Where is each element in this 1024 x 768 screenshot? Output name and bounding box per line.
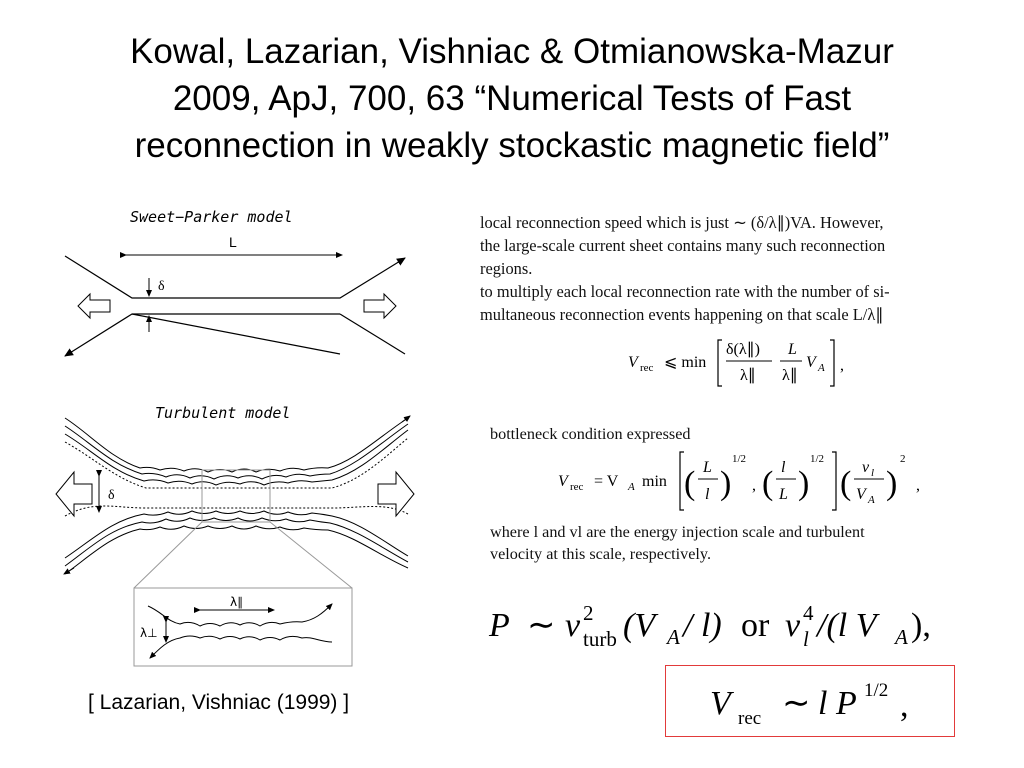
paper-excerpt-2: bottleneck condition expressed	[490, 425, 691, 443]
eq3-p: P	[489, 607, 510, 644]
eq2-f2-num: l	[781, 459, 786, 476]
excerpt1-line1: local reconnection speed which is just ∼ (δ/λ∥)VA. However,	[480, 213, 884, 232]
svg-text:): )	[798, 465, 810, 502]
eq1-lhs: V	[628, 354, 638, 371]
eq2-f2-den: L	[779, 486, 788, 503]
eq2-lhs: V	[558, 473, 568, 490]
eq2-exp1: 1/2	[732, 453, 747, 465]
paper-excerpt-1	[480, 211, 890, 326]
zoom-line-left	[134, 522, 202, 588]
eq2-end: ,	[916, 477, 920, 494]
eq2-lhs-sub: rec	[570, 481, 584, 493]
eq1-den1: λ∥	[740, 367, 756, 384]
eq2-exp3: 2	[900, 453, 906, 465]
turb-upper-arrow	[402, 416, 410, 422]
eq3-v: v	[565, 607, 581, 644]
eq4-l: l P	[818, 685, 857, 722]
excerpt1-line5: multaneous reconnection events happening on that scale L/λ∥	[480, 305, 884, 324]
eq3-v-sub: turb	[583, 627, 617, 651]
eq2-exp2: 1/2	[810, 453, 825, 465]
eq2-f3-num-sub: l	[871, 467, 875, 479]
sp-lower-field-line	[65, 314, 340, 356]
svg-text:(: (	[762, 465, 774, 502]
turb-delta-label: δ	[108, 488, 115, 503]
turb-lower-field-lines	[65, 506, 408, 574]
turb-upper-field-lines	[65, 418, 408, 488]
title-line-1: Kowal, Lazarian, Vishniac & Otmianowska-Mazur	[130, 32, 894, 71]
turb-lower-arrow	[64, 568, 74, 574]
eq1-den2: λ∥	[782, 367, 798, 384]
excerpt3-line2: velocity at this scale, respectively.	[490, 545, 711, 563]
eq3-paren: (V	[623, 607, 656, 644]
eq2-f3-den: V	[856, 486, 866, 503]
eq3-frac-sub: A	[895, 625, 908, 649]
eq1-end: ,	[840, 357, 844, 374]
eq3-frac: /(l V	[817, 607, 877, 644]
eq1-num1: δ(λ∥)	[726, 341, 760, 358]
inset-perp-label: λ⊥	[140, 626, 158, 640]
svg-text:(: (	[840, 465, 852, 502]
equation-vrec-scaling	[700, 672, 940, 732]
eq3-sim: ∼	[527, 607, 556, 644]
eq2-f1-den: l	[705, 486, 710, 503]
title-line-3: reconnection in weakly stockastic magnetic field”	[134, 126, 890, 165]
title-line-2: 2009, ApJ, 700, 63 “Numerical Tests of Fast	[172, 79, 852, 118]
eq4-v: V	[710, 685, 731, 722]
equation-power	[485, 596, 965, 656]
eq3-v-sup: 2	[583, 601, 594, 625]
turbulent-title: Turbulent model	[155, 404, 291, 422]
eq1-num2: L	[788, 341, 797, 358]
turb-outflow-right-arrow	[378, 472, 414, 516]
eq2-f3-den-sub: A	[868, 494, 875, 506]
eq3-v2-sub: l	[803, 627, 809, 651]
turb-outflow-left-arrow	[56, 472, 92, 516]
eq4-v-sub: rec	[738, 708, 762, 729]
sp-outflow-right-arrow	[364, 294, 396, 318]
equation-vrec-bottleneck	[550, 444, 950, 516]
svg-text:(: (	[684, 465, 696, 502]
eq3-frac-end: ),	[911, 607, 931, 644]
eq2-min: min	[642, 473, 667, 490]
eq3-paren-end: / l)	[683, 607, 722, 644]
excerpt3-line1: where l and vl are the energy injection scale and turbulent	[490, 523, 865, 541]
svg-text:): )	[886, 465, 898, 502]
equation-vrec-min	[620, 330, 870, 392]
reconnection-figure	[50, 196, 420, 676]
eq3-or: or	[741, 607, 770, 644]
sp-lower-right	[340, 314, 405, 354]
svg-text:,: ,	[752, 477, 756, 494]
citation: [ Lazarian, Vishniac (1999) ]	[88, 691, 350, 714]
sp-length-label: L	[229, 234, 237, 250]
sp-upper-field-line	[65, 256, 405, 298]
paper-excerpt-3	[490, 521, 865, 565]
eq2-f1-num: L	[703, 459, 712, 476]
eq2-f3-num: v	[862, 459, 870, 476]
eq1-tail-sub: A	[818, 362, 825, 374]
eq4-sup: 1/2	[864, 680, 889, 701]
eq3-v2: v	[785, 607, 801, 644]
excerpt1-line2: the large-scale current sheet contains many such reconnection	[480, 236, 886, 255]
eq2-rel: = V	[594, 473, 619, 490]
eq4-end: ,	[900, 687, 909, 724]
eq1-tail: V	[806, 354, 816, 371]
excerpt1-line3: regions.	[480, 259, 533, 278]
sp-outflow-left-arrow	[78, 294, 110, 318]
eq1-lhs-sub: rec	[640, 362, 654, 374]
eq4-sim: ∼	[782, 685, 811, 722]
eq3-v2-sup: 4	[803, 601, 814, 625]
inset-parallel-label: λ∥	[230, 595, 244, 609]
sp-delta-label: δ	[158, 279, 165, 294]
svg-text:): )	[720, 465, 732, 502]
excerpt1-line4: to multiply each local reconnection rate with the number of si-	[480, 282, 890, 301]
sweet-parker-title: Sweet−Parker model	[130, 208, 293, 226]
eq1-rel: ⩽ min	[664, 354, 707, 371]
slide-title	[0, 28, 1024, 169]
eq2-rel-sub: A	[628, 481, 635, 493]
eq3-paren-sub: A	[667, 625, 680, 649]
zoom-line-right	[270, 522, 352, 588]
